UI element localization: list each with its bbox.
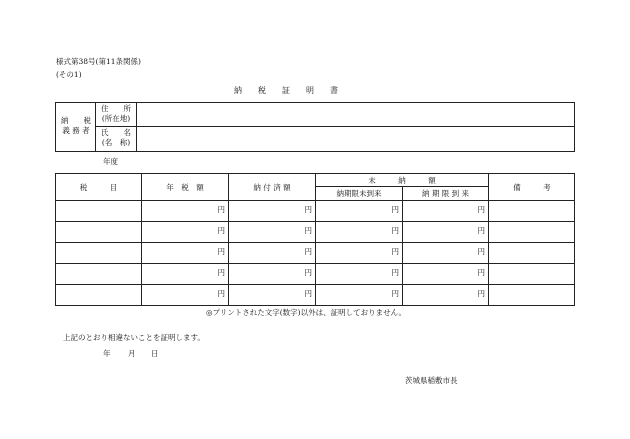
- yen-unit: 円: [304, 268, 312, 277]
- yen-unit: 円: [391, 247, 399, 256]
- yen-unit: 円: [304, 205, 312, 214]
- header-remarks: 備 考: [513, 182, 551, 192]
- taxpayer-label: [59, 116, 93, 136]
- yen-unit: 円: [477, 268, 485, 277]
- yen-unit: 円: [391, 205, 399, 214]
- yen-unit: 円: [217, 226, 225, 235]
- address-label: [98, 104, 134, 124]
- address-label-line2: (所在地): [101, 114, 131, 123]
- taxpayer-label-divider: [95, 102, 96, 152]
- date-month: 月: [128, 349, 136, 358]
- header-bottom-line: [55, 200, 575, 201]
- yen-unit: 円: [217, 268, 225, 277]
- row-line-2: [55, 242, 575, 243]
- taxpayer-label-line1: 納 税: [61, 116, 91, 125]
- yen-unit: 円: [477, 205, 485, 214]
- yen-unit: 円: [304, 289, 312, 298]
- date-day: 日: [151, 349, 159, 358]
- form-sub-number: (その1): [56, 70, 82, 79]
- yen-unit: 円: [391, 289, 399, 298]
- header-unpaid: 未 納 額: [368, 175, 436, 185]
- yen-unit: 円: [477, 247, 485, 256]
- header-annual-tax: 年 税 額: [166, 182, 204, 192]
- yen-unit: 円: [391, 268, 399, 277]
- row-line-3: [55, 263, 575, 264]
- name-label-line2: (名 称): [101, 138, 131, 147]
- yen-unit: 円: [217, 205, 225, 214]
- yen-unit: 円: [304, 247, 312, 256]
- date-year: 年: [103, 349, 111, 358]
- form-number: 様式第38号(第11条関係): [56, 57, 141, 66]
- col-divider-4: [402, 186, 403, 306]
- taxpayer-row-divider: [95, 126, 575, 127]
- page-title: 納 税 証 明 書: [234, 86, 338, 95]
- yen-unit: 円: [477, 226, 485, 235]
- yen-unit: 円: [391, 226, 399, 235]
- address-field[interactable]: [140, 110, 570, 120]
- issuer-name: 茨城県稲敷市長: [405, 376, 458, 385]
- certification-statement: 上記のとおり相違ないことを証明します。: [63, 333, 205, 342]
- row-line-4: [55, 284, 575, 285]
- taxpayer-label-line2: 義 務 者: [62, 126, 90, 135]
- row-line-1: [55, 221, 575, 222]
- yen-unit: 円: [477, 289, 485, 298]
- fiscal-year-label: 年度: [103, 157, 118, 166]
- yen-unit: 円: [217, 247, 225, 256]
- header-paid: 納 付 済 額: [253, 182, 291, 192]
- header-tax-item: 税 目: [79, 182, 118, 192]
- header-unpaid-not-due: 納期限未到来: [336, 189, 382, 198]
- name-label: [98, 128, 134, 148]
- yen-unit: 円: [304, 226, 312, 235]
- address-label-line1: 住 所: [101, 104, 131, 113]
- name-label-line1: 氏 名: [101, 128, 131, 137]
- taxpayer-field-divider: [136, 102, 137, 152]
- yen-unit: 円: [217, 289, 225, 298]
- print-note: ◎プリントされた文字(数字)以外は、証明しておりません。: [206, 308, 407, 317]
- name-field[interactable]: [140, 134, 570, 144]
- header-unpaid-due: 納 期 限 到 来: [421, 189, 470, 198]
